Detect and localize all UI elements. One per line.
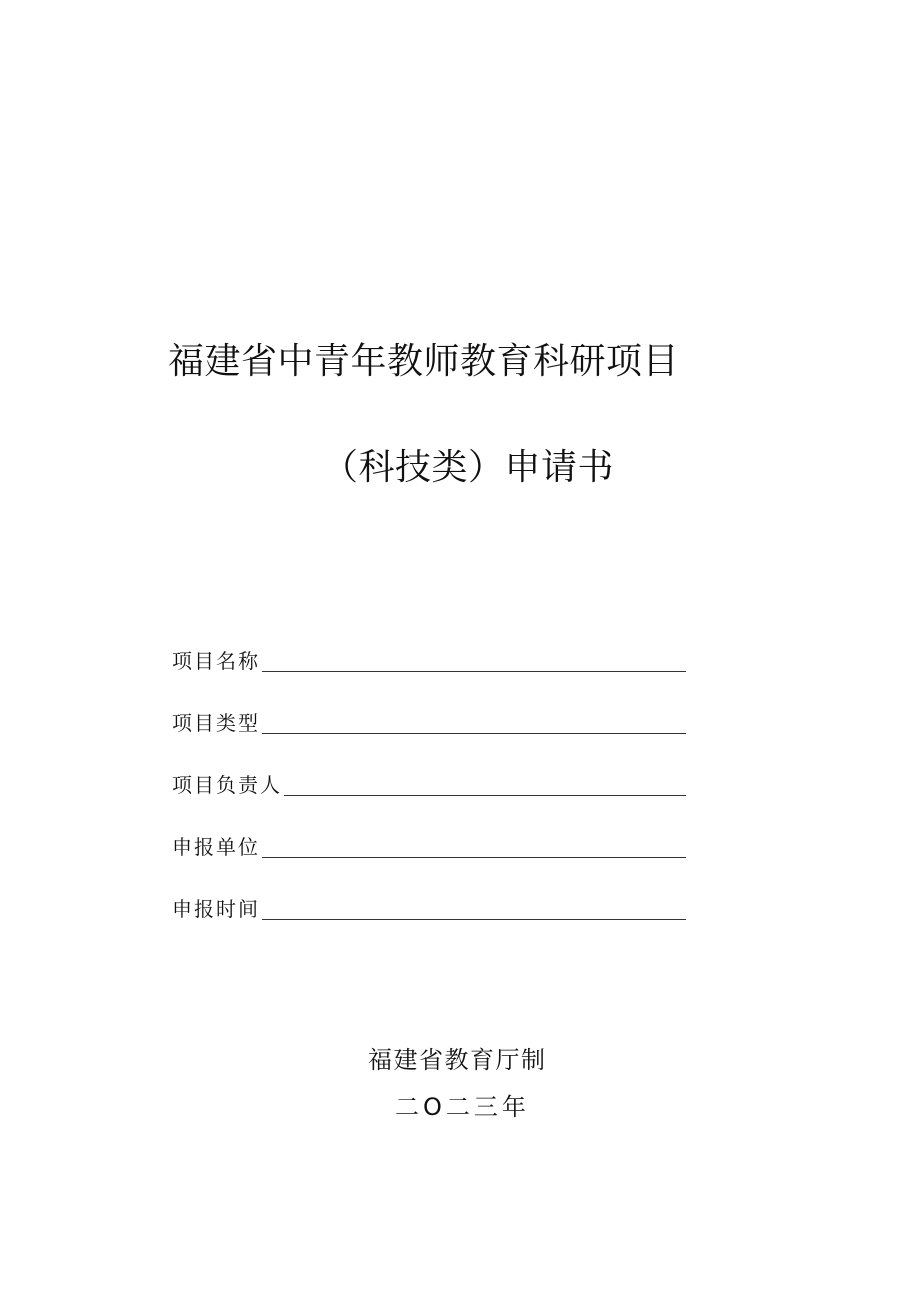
document-subtitle: （科技类）申请书 <box>322 447 615 488</box>
field-project-leader <box>172 740 686 802</box>
application-date-blank[interactable] <box>262 889 686 920</box>
field-project-name <box>172 616 686 678</box>
issuer-text: 福建省教育厅制 <box>368 1046 547 1074</box>
field-application-date <box>172 864 686 926</box>
project-leader-blank[interactable] <box>284 765 686 796</box>
field-label: 申报单位 <box>172 835 260 859</box>
document-title: 福建省中青年教师教育科研项目 <box>168 341 680 382</box>
field-label: 申报时间 <box>172 897 260 921</box>
application-form <box>172 616 686 926</box>
field-label: 项目名称 <box>172 649 260 673</box>
field-label: 项目类型 <box>172 711 260 735</box>
year-text: 二O二三年 <box>395 1093 530 1121</box>
field-project-type <box>172 678 686 740</box>
field-applying-unit <box>172 802 686 864</box>
project-type-blank[interactable] <box>262 703 686 734</box>
applying-unit-blank[interactable] <box>262 827 686 858</box>
project-name-blank[interactable] <box>262 641 686 672</box>
field-label: 项目负责人 <box>172 773 282 797</box>
